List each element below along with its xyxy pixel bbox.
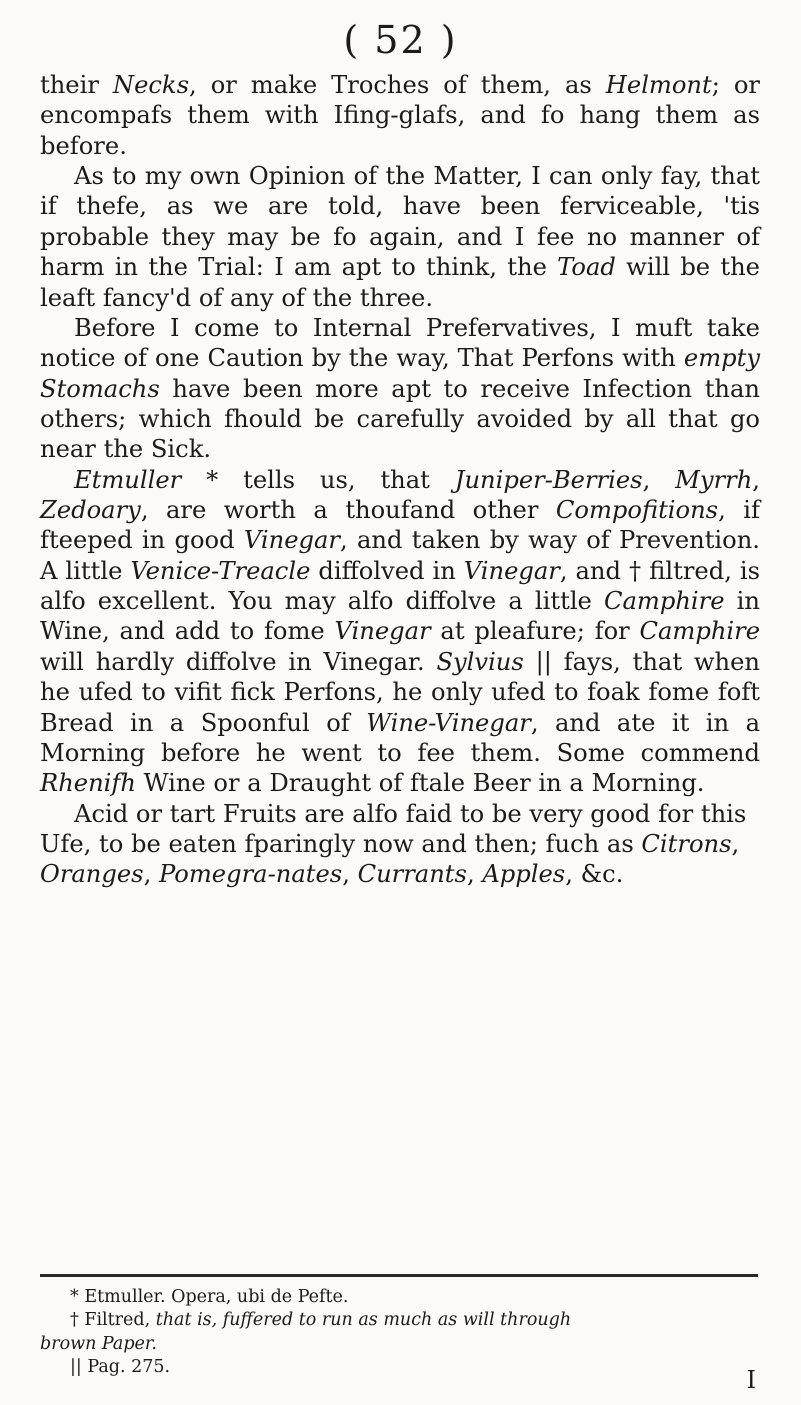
paragraph-4 (40, 465, 760, 799)
italic-run: Juniper-Berries (454, 465, 643, 494)
page-number: ( 52 ) (343, 18, 458, 62)
italic-run: empty Stomachs (40, 344, 760, 403)
italic-run: Helmont (605, 71, 712, 99)
italic-run: Vinegar (463, 556, 560, 585)
text-run: As to my own Opinion of the Matter, I can only fay, that if thefe, as we are told, have been ferviceable, 'tis probable they may be fo again, and I fee no manner of harm in the Trial: I am apt to think, the (40, 162, 760, 282)
paragraph-1 (40, 70, 760, 161)
footnote-rule (40, 1274, 758, 1277)
italic-run: Necks (112, 71, 190, 99)
text-run: , and taken by way of Prevention. A little (40, 526, 760, 585)
text-run: , are worth a thoufand other (140, 496, 556, 525)
paragraph-2 (40, 161, 760, 313)
italic-run: Venice-Treacle (130, 556, 311, 585)
paragraph-3 (40, 313, 760, 465)
text-run: have been more apt to receive Infection than others; which fhould be carefully avoided by all that go near the Sick. (40, 374, 760, 464)
text-run: , (143, 860, 159, 889)
italic-run: Toad (557, 253, 616, 282)
text-run: * tells us, that (181, 465, 455, 494)
italic-run: Camphire (639, 617, 761, 646)
text-run: ; or encompafs them with Ifing-glafs, and fo hang them as before. (40, 71, 760, 160)
catchword: I (746, 1366, 756, 1394)
text-run: , (466, 860, 483, 889)
text-run: will hardly diffolve in Vinegar. (40, 647, 437, 676)
text-run: diffolved in (310, 556, 464, 585)
text-run: , (731, 829, 740, 858)
text-run: will be the leaft fancy'd of any of the three. (40, 253, 760, 312)
text-run: , if fteeped in good (40, 496, 760, 555)
italic-run: Citrons (641, 829, 732, 858)
italic-run: Zedoary (40, 496, 141, 525)
italic-run: Currants (357, 860, 467, 889)
paragraph-5 (40, 799, 760, 890)
italic-run: Etmuller (74, 465, 182, 494)
italic-run: Wine-Vinegar (366, 708, 531, 737)
text-run: , and ate it in a Morning before he went to fee them. Some commend (40, 708, 760, 767)
italic-run: Compofitions (555, 496, 719, 525)
text-run: Acid or tart Fruits are alfo faid to be very good for this Ufe, to be eaten fparingly now and then; fuch as (40, 799, 747, 858)
italic-run: Apples (482, 860, 566, 889)
footnote-filtred-lead: † Filtred, (70, 1310, 156, 1331)
text-run: their (40, 71, 113, 99)
body-text (40, 70, 760, 890)
footnote-filtred-continuation: brown Paper. (40, 1333, 157, 1354)
italic-run: Pomegra-nates (159, 860, 343, 889)
italic-run: Rhenifh (40, 769, 136, 798)
text-run: at pleafure; for (430, 617, 640, 646)
text-run: , &c. (565, 860, 624, 889)
italic-run: Myrrh (675, 465, 753, 494)
text-run: , (342, 860, 358, 889)
text-run: , or make Troches of them, as (189, 71, 606, 99)
italic-run: Camphire (604, 587, 725, 616)
footnote-filtred-italic: that is, fuffered to run as much as will through (155, 1310, 572, 1331)
text-run: , and † filtred, is alfo excellent. You may alfo diffolve a little (40, 556, 760, 616)
text-run: Wine or a Draught of ftale Beer in a Morning. (135, 769, 705, 798)
italic-run: Sylvius (436, 647, 524, 676)
italic-run: Oranges (40, 860, 144, 889)
text-run: , (642, 465, 676, 494)
text-run: Before I come to Internal Prefervatives, I muft take notice of one Caution by the way, That Perfons with (40, 313, 760, 373)
text-run: || fays, that when he ufed to vifit fick Perfons, he only ufed to foak fome foft Bread in a Spoonful of (40, 647, 760, 737)
footnote-etmuller: * Etmuller. Opera, ubi de Pefte. (70, 1287, 349, 1307)
italic-run: Vinegar (243, 526, 340, 555)
italic-run: Vinegar (334, 617, 431, 646)
text-run: in Wine, and add to fome (40, 587, 760, 646)
text-run: , (752, 465, 760, 494)
footnote-filtred (70, 1309, 760, 1332)
footnotes (40, 1286, 760, 1379)
footnote-sylvius: || Pag. 275. (70, 1356, 171, 1377)
